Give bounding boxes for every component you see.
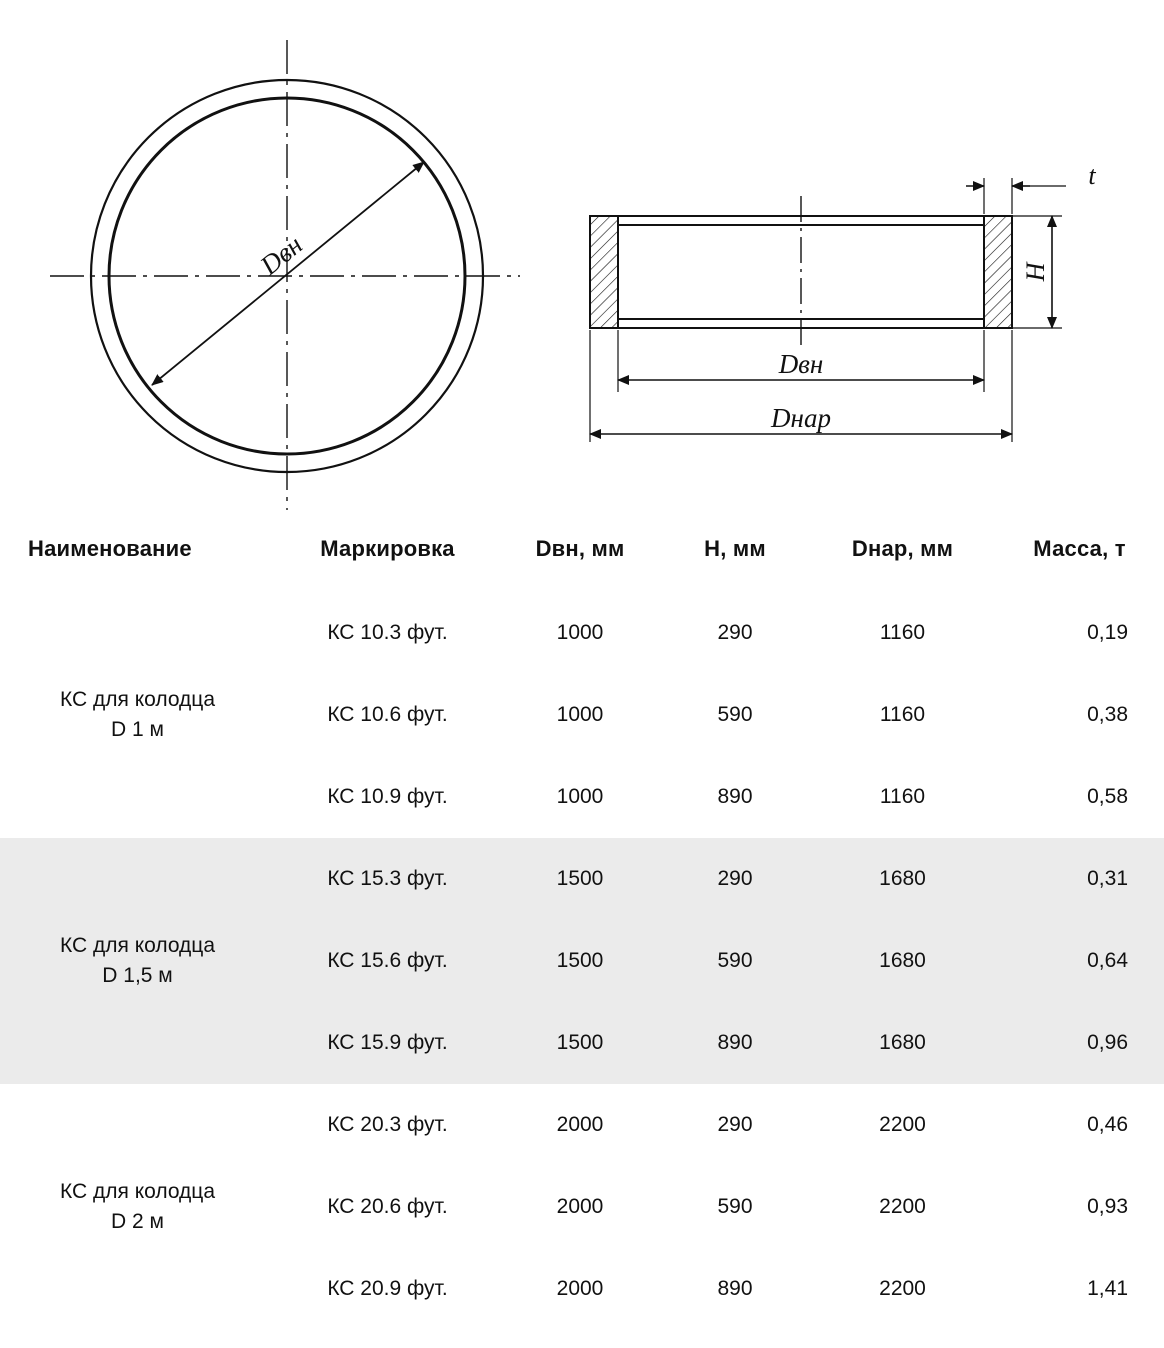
- cell-dvn: 1000: [556, 703, 604, 726]
- column-header-name: Наименование: [28, 536, 192, 561]
- cell-h: 590: [660, 920, 810, 1002]
- cell-mass: 1,41: [1087, 1277, 1128, 1300]
- cell-h: 890: [717, 785, 753, 808]
- cell-h: 590: [717, 703, 753, 726]
- cell-marking: КС 15.6 фут.: [275, 920, 500, 1002]
- cell-marking: КС 20.3 фут.: [327, 1113, 448, 1136]
- cell-h: 890: [717, 1277, 753, 1300]
- cell-dnar: 1680: [810, 838, 995, 920]
- section-thickness-label: t: [1088, 161, 1096, 190]
- cell-dvn: 1500: [500, 920, 660, 1002]
- specification-table: [0, 512, 1164, 1330]
- ring-top-view: [50, 40, 520, 510]
- cell-dnar: 1680: [810, 920, 995, 1002]
- group-name-line2: D 1,5 м: [102, 964, 173, 987]
- column-header-marking: Маркировка: [320, 536, 455, 561]
- cell-dnar: 1160: [879, 785, 926, 808]
- column-header-dvn: Dвн, мм: [535, 536, 625, 561]
- cell-dnar: 1160: [879, 621, 926, 644]
- section-dnar-label: Dнар: [771, 403, 831, 433]
- cell-dnar: 2200: [879, 1277, 926, 1300]
- cell-marking: КС 10.6 фут.: [327, 703, 448, 726]
- group-name-line2: D 2 м: [111, 1210, 164, 1233]
- cell-mass: 0,64: [995, 920, 1164, 1002]
- cell-dvn: 1500: [500, 1002, 660, 1084]
- cell-h: 590: [717, 1195, 753, 1218]
- cell-mass: 0,38: [1087, 703, 1128, 726]
- column-header-dnar: Dнар, мм: [851, 536, 954, 561]
- column-header-mass: Масса, т: [1033, 536, 1126, 561]
- cell-marking: КС 15.3 фут.: [275, 838, 500, 920]
- cell-mass: 0,46: [1087, 1113, 1128, 1136]
- table-row: [0, 592, 1164, 674]
- cell-mass: 0,58: [1087, 785, 1128, 808]
- cell-dvn: 2000: [556, 1113, 604, 1136]
- table-row: [0, 1084, 1164, 1166]
- cell-dnar: 1680: [810, 1002, 995, 1084]
- cell-dvn: 1000: [556, 621, 604, 644]
- group-name-cell: [0, 592, 275, 838]
- cell-h: 890: [660, 1002, 810, 1084]
- cell-dnar: 2200: [879, 1113, 926, 1136]
- table-body: [0, 592, 1164, 1330]
- group-name-cell: [0, 838, 275, 1084]
- cell-dvn: 1000: [556, 785, 604, 808]
- cell-h: 290: [717, 621, 753, 644]
- table-header: [0, 512, 1164, 592]
- cell-dvn: 1500: [500, 838, 660, 920]
- cell-marking: КС 15.9 фут.: [275, 1002, 500, 1084]
- cell-dnar: 1160: [879, 703, 926, 726]
- table-row: [0, 838, 1164, 920]
- group-name-line2: D 1 м: [111, 718, 164, 741]
- group-name-line1: КС для колодца: [59, 933, 216, 957]
- group-name-line1: КС для колодца: [59, 1179, 216, 1203]
- section-dvn-label: Dвн: [778, 349, 824, 379]
- cell-marking: КС 20.9 фут.: [327, 1277, 448, 1300]
- cell-dnar: 2200: [879, 1195, 926, 1218]
- ring-section-view: [590, 161, 1096, 442]
- cell-mass: 0,96: [995, 1002, 1164, 1084]
- cell-mass: 0,31: [995, 838, 1164, 920]
- cell-marking: КС 20.6 фут.: [327, 1195, 448, 1218]
- cell-dvn: 2000: [556, 1277, 604, 1300]
- drawing-area: [0, 0, 1164, 512]
- cell-marking: КС 10.3 фут.: [327, 621, 448, 644]
- cell-dvn: 2000: [556, 1195, 604, 1218]
- front-view-dvn-label: Dвн: [254, 229, 309, 281]
- cell-h: 290: [717, 1113, 753, 1136]
- group-name-line1: КС для колодца: [59, 687, 216, 711]
- column-header-h: H, мм: [704, 536, 766, 561]
- group-name-cell: [0, 1084, 275, 1330]
- cell-marking: КС 10.9 фут.: [327, 785, 448, 808]
- cell-mass: 0,93: [1087, 1195, 1128, 1218]
- table-header-row: [0, 512, 1164, 592]
- section-height-label: H: [1021, 262, 1050, 282]
- cell-mass: 0,19: [1087, 621, 1128, 644]
- cell-h: 290: [660, 838, 810, 920]
